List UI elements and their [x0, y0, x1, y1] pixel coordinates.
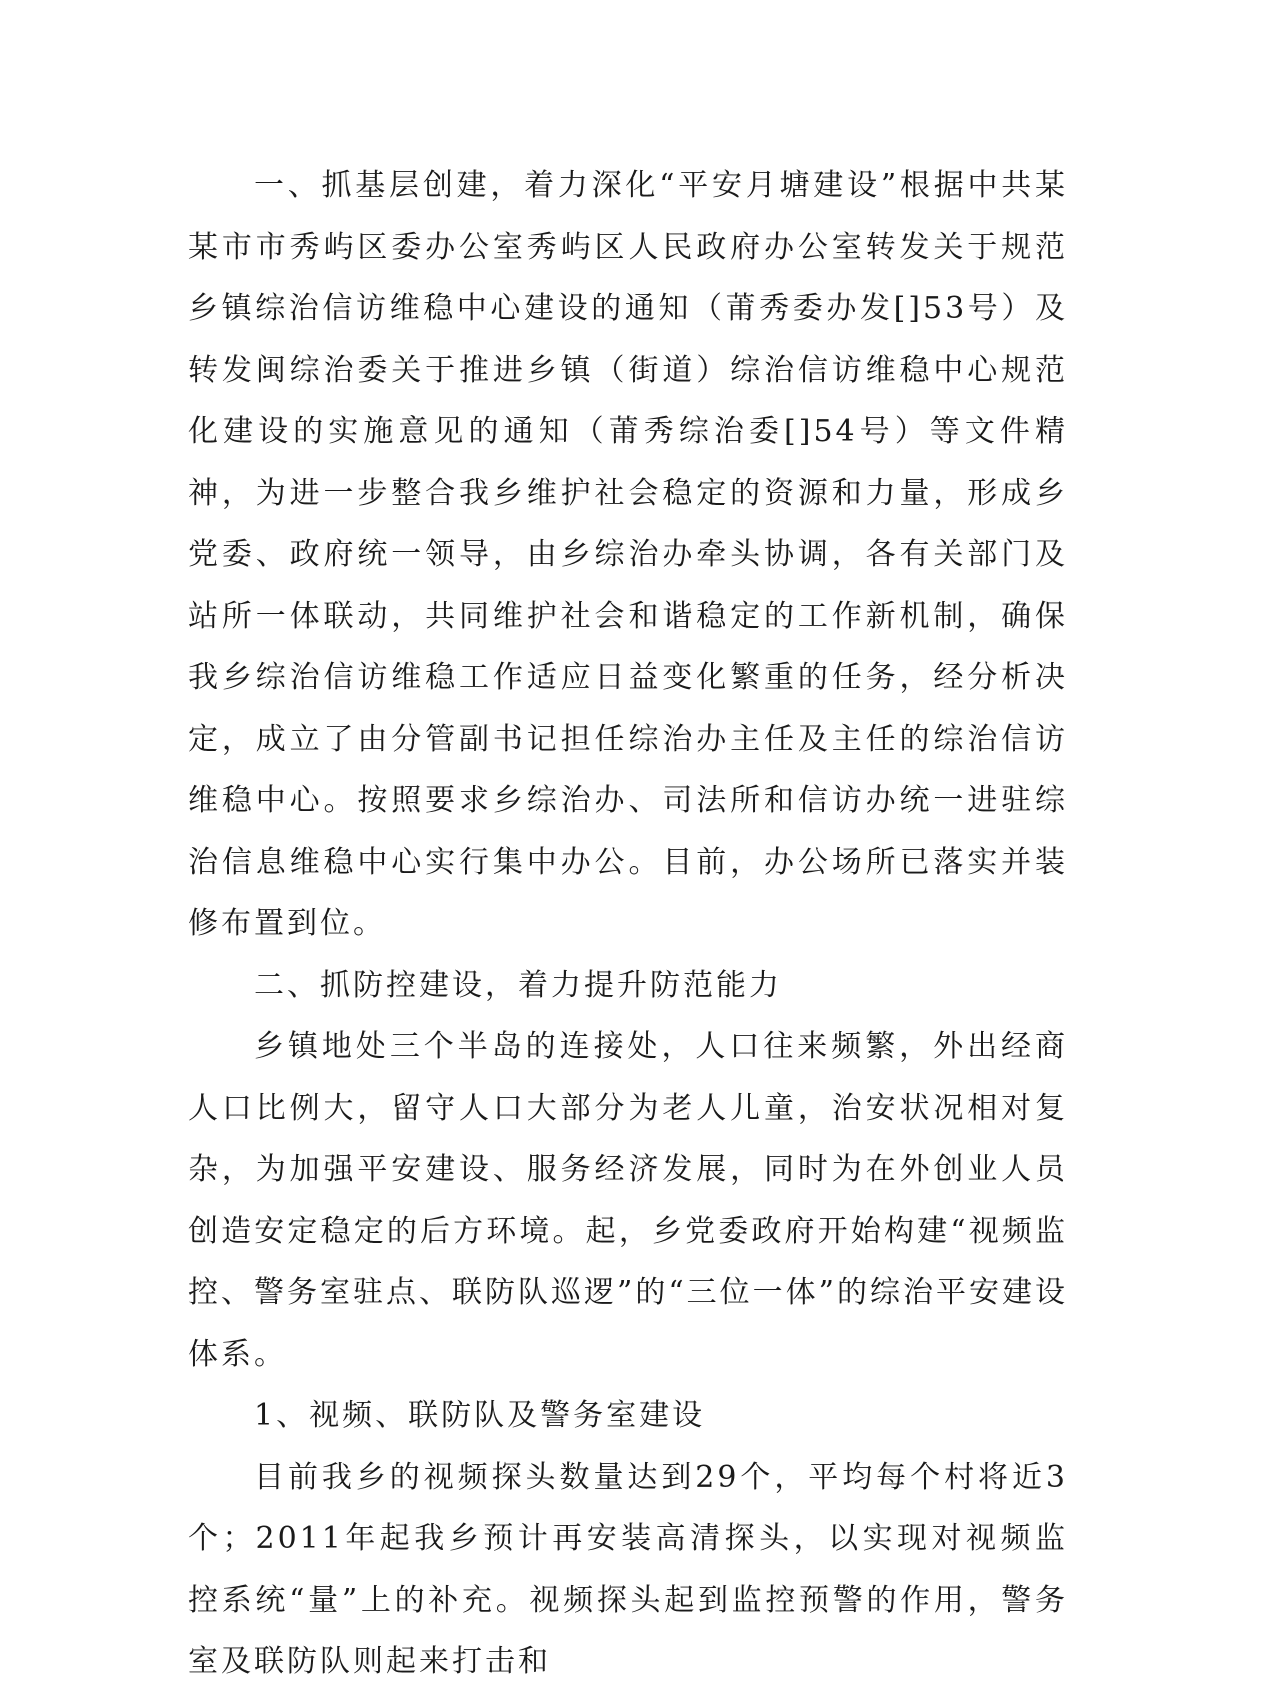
heading-prevention-construction: 二、抓防控建设，着力提升防范能力	[254, 967, 782, 1003]
heading-video-patrol-police: 1、视频、联防队及警务室建设	[254, 1398, 706, 1433]
paragraph-grassroots-creation: 一、抓基层创建，着力深化“平安月塘建设”根据中共某某市市秀屿区委办公室秀屿区人民政府办公室转发关于规范乡镇综治信访维稳中心建设的通知（莆秀委办发[]53号）及转发闽综治委关于推进乡镇（街道）综治信访维稳中心规范化建设的实施意见的通知（莆秀综治委[]54号）等文件精神，为进一步整合我乡维护社会稳定的资源和力量，形成乡党委、政府统一领导，由乡综治办牵头协调，各有关部门及站所一体联动，共同维护社会和谐稳定的工作新机制，确保我乡综治信访维稳工作适应日益变化繁重的任务，经分析决定，成立了由分管副书记担任综治办主任及主任的综治信访维稳中心。按照要求乡综治办、司法所和信访办统一进驻综治信息维稳中心实行集中办公。目前，办公场所已落实并装修布置到位。	[188, 168, 1068, 941]
paragraph-video-cameras: 目前我乡的视频探头数量达到29个，平均每个村将近3个；2011年起我乡预计再安装高清探头，以实现对视频监控系统“量”上的补充。视频探头起到监控预警的作用，警务室及联防队则起来打击和	[188, 1459, 1068, 1679]
document-body	[188, 155, 1068, 1693]
paragraph-township-situation: 乡镇地处三个半岛的连接处，人口往来频繁，外出经商人口比例大，留守人口大部分为老人儿童，治安状况相对复杂，为加强平安建设、服务经济发展，同时为在外创业人员创造安定稳定的后方环境。起，乡党委政府开始构建“视频监控、警务室驻点、联防队巡逻”的“三位一体”的综治平安建设体系。	[188, 1029, 1069, 1372]
